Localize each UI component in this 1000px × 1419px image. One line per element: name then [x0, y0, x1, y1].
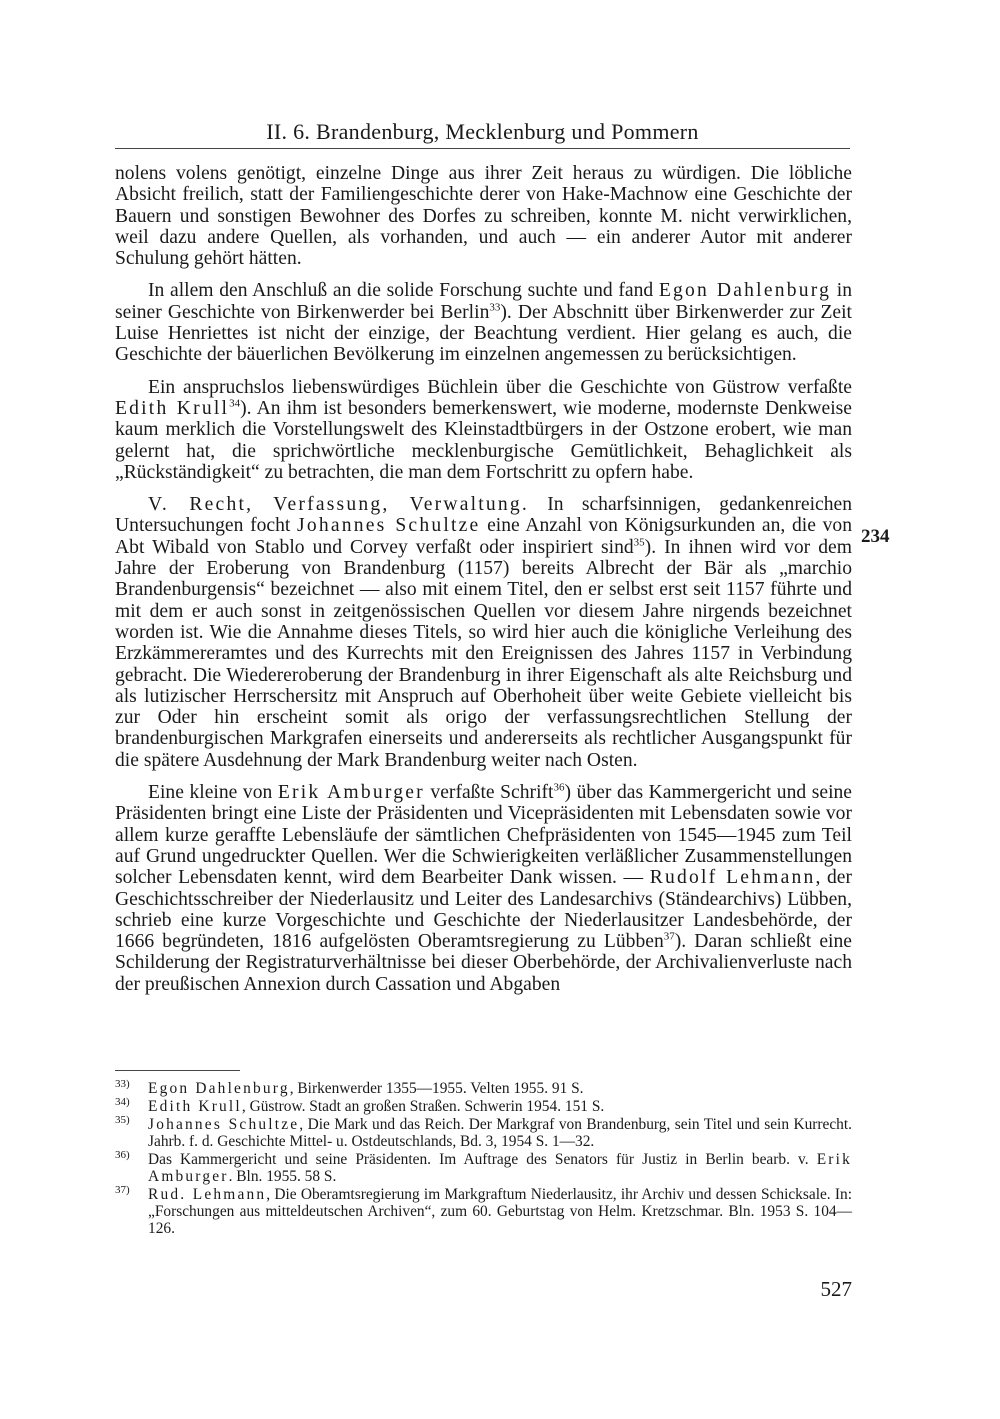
- footnote-number: 36): [115, 1149, 130, 1161]
- text-run: ). Daran schließt eine Schilderung der Registraturverhältnisse bei dieser Oberbehörde, der Archivalienverluste nach der preußischen Annexion durch Cassation und Abgaben: [115, 931, 852, 995]
- page-number: 527: [820, 1277, 852, 1301]
- text-run: nolens volens genötigt, einzelne Dinge aus ihrer Zeit heraus zu würdigen. Die löbliche Absicht freilich, statt der Familiengeschichte derer von Hake-Machnow eine Geschichte der Bauern und sonstigen Bewohner des Dorfes zu schreiben, konnte M. nicht verwirklichen, weil dazu andere Quellen, als vorhanden, und auch — ein anderer Autor mit anderer Schulung gehört hätten.: [115, 163, 852, 270]
- text-run: . Bln. 1955. 58 S.: [228, 1168, 337, 1185]
- text-run: ). An ihm ist besonders bemerkenswert, wie moderne, modernste Denkweise kaum merklich die Vorstellungswelt des Kleinstadtbürgers in der Ostzone erobert, wie man gelernt hat, die sprichwörtliche mecklenburgische Gemütlichkeit, Behaglichkeit als „Rückständigkeit“ zu betrachten, die man dem Fortschritt zu opfern habe.: [115, 397, 852, 483]
- text-run: Eine kleine von: [148, 782, 278, 804]
- header-rule: [115, 148, 850, 149]
- footnote-number: 34): [115, 1096, 130, 1108]
- footnote: [115, 1186, 852, 1237]
- text-run: ). Der Abschnitt über Birkenwerder zur Zeit Luise Henriettes ist nicht der einzige, der Beachtung verdient. Hier gelang es auch, die Geschichte der bäuerlichen Bevölkerung im einzelnen angemessen zu berücksichtigen.: [115, 301, 853, 366]
- text-run: Das Kammergericht und seine Präsidenten. Im Auftrage des Senators für Justiz in Berlin bearb. v.: [148, 1151, 817, 1168]
- spaced-name: Erik Amburger: [148, 1151, 852, 1185]
- marginal-number: 234: [861, 526, 890, 547]
- text-run: , Birkenwerder 1355—1955. Velten 1955. 91 S.: [289, 1080, 584, 1097]
- footnote-text: [148, 1098, 852, 1115]
- text-run: ) über das Kammergericht und seine Präsidenten bringt eine Liste der Präsidenten und Vicepräsidenten mit Lebensdaten sowie vor allem kurze geraffte Lebensläufe der sämtlichen Chefpräsidenten von 1545—1945 zum Teil auf Grund ungedruckter Quellen. Wer die Schwierigkeiten verläßlicher Zusammenstellungen solcher Lebensdaten kennt, wird dem Bearbeiter Dank wissen. —: [115, 782, 853, 889]
- footnote-text: [148, 1186, 852, 1237]
- spaced-name: Egon Dahlenburg: [658, 280, 832, 302]
- text-run: eine Anzahl von Königsurkunden an, die von Abt Wibald von Stablo und Corvey verfaßt oder inspiriert sind: [115, 515, 852, 558]
- footnote-ref: 35: [633, 536, 645, 549]
- spaced-name: Johannes Schultze: [148, 1116, 300, 1133]
- text-run: In allem den Anschluß an die solide Forschung suchte und fand: [148, 280, 659, 302]
- footnote: [115, 1151, 852, 1185]
- footnote-ref: 36: [553, 781, 565, 794]
- paragraph: [115, 377, 852, 483]
- footnote-number: 33): [115, 1078, 130, 1090]
- footnotes: [115, 1080, 852, 1238]
- spaced-name: Rud. Lehmann: [148, 1186, 267, 1203]
- paragraph: [115, 280, 852, 365]
- footnote-text: [148, 1080, 852, 1097]
- spaced-name: Johannes Schultze: [297, 515, 481, 537]
- footnote-rule: [115, 1070, 240, 1071]
- text-run: , Die Mark und das Reich. Der Markgraf von Brandenburg, sein Titel und sein Kurrecht. Jahrb. f. d. Geschichte Mittel- u. Ostdeutschlands, Bd. 3, 1954 S. 1—32.: [148, 1116, 853, 1150]
- spaced-name: Egon Dahlenburg: [148, 1080, 290, 1097]
- footnote: [115, 1116, 852, 1150]
- footnote: [115, 1098, 852, 1115]
- spaced-name: V. Recht, Verfassung, Verwaltung.: [148, 494, 529, 516]
- paragraph: [115, 163, 852, 269]
- text-run: , Die Oberamtsregierung im Markgraftum Niederlausitz, ihr Archiv und dessen Schicksale. In: „Forschungen aus mitteldeutschen Archiven“, zum 60. Geburtstag von Helm. Kretzschmar. Bln. 1953 S. 104—126.: [148, 1186, 852, 1237]
- text-run: Ein anspruchslos liebenswürdiges Büchlein über die Geschichte von Güstrow verfaßte: [148, 376, 852, 398]
- running-header: II. 6. Brandenburg, Mecklenburg und Pommern: [266, 119, 699, 144]
- footnote-ref: 33: [489, 301, 501, 314]
- text-run: , der Geschichtsschreiber der Niederlausitz und Leiter des Landesarchivs (Ständearchivs) Lübben, schrieb eine kurze Vorgeschichte und Geschichte der Niederlausitzer Landesbehörde, der 1666 begründeten, 1816 aufgelösten Oberamtsregierung zu Lübben: [115, 867, 852, 953]
- text-run: verfaßte Schrift: [424, 782, 554, 804]
- paragraph: [115, 494, 852, 771]
- spaced-name: Edith Krull: [115, 397, 230, 419]
- spaced-name: Edith Krull: [148, 1098, 242, 1115]
- footnote-text: [148, 1151, 852, 1185]
- spaced-name: Rudolf Lehmann: [649, 867, 816, 889]
- text-run: ). In ihnen wird vor dem Jahre der Eroberung von Brandenburg (1157) bereits Albrecht der Bär als „marchio Brandenburgensis“ bezeichnet — also mit einem Titel, den er selbst erst seit 1157 führte und mit dem er auch sonst in zeitgenössischen Quellen vor diesem Jahre nirgends bezeichnet worden ist. Wie die Annahme dieses Titels, so wird hier auch die königliche Verleihung des Erzkämmereramtes und des Kurrechts mit den Ereignissen des Jahres 1157 in Verbindung gebracht. Die Wiedereroberung der Brandenburg in ihrer Eigenschaft als alte Reichsburg und als lutizischer Herrschersitz mit Anspruch auf Oberhoheit über weite Gebiete vielleicht bis zur Oder hin erscheint somit als origo der verfassungsrechtlichen Stellung der brandenburgischen Markgrafen einerseits und andererseits als rechtlicher Ausgangspunkt für die spätere Ausdehnung der Mark Brandenburg weiter nach Osten.: [115, 536, 852, 771]
- footnote: [115, 1080, 852, 1097]
- text-run: In scharfsinnigen, gedankenreichen Untersuchungen focht: [115, 494, 852, 537]
- footnote-ref: 34: [229, 397, 241, 410]
- footnote-number: 37): [115, 1184, 130, 1196]
- footnote-ref: 37: [663, 930, 675, 943]
- footnote-text: [148, 1116, 852, 1150]
- text-run: in seiner Geschichte von Birkenwerder bei Berlin: [115, 280, 853, 323]
- paragraph: [115, 782, 852, 995]
- footnote-number: 35): [115, 1114, 130, 1126]
- body-text: [115, 163, 852, 995]
- spaced-name: Erik Amburger: [277, 782, 425, 804]
- text-run: , Güstrow. Stadt an großen Straßen. Schwerin 1954. 151 S.: [241, 1098, 605, 1115]
